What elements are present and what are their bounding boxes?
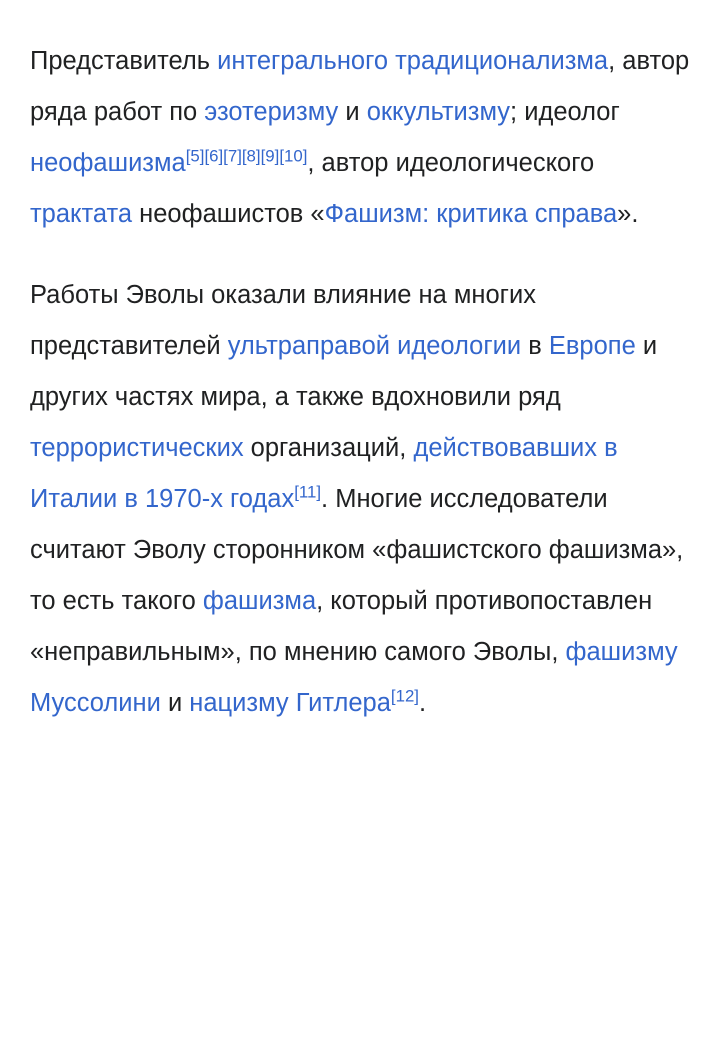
reference-marker[interactable] bbox=[279, 147, 307, 166]
body-text: ; идеолог bbox=[510, 98, 620, 126]
body-text: и bbox=[160, 689, 190, 717]
wiki-link[interactable]: нацизму Гитлера bbox=[189, 689, 391, 717]
reference-marker[interactable] bbox=[391, 687, 419, 706]
reference-marker[interactable] bbox=[186, 147, 205, 166]
reference-link[interactable]: [11] bbox=[294, 482, 322, 502]
paragraph-container bbox=[30, 36, 690, 729]
body-text: в bbox=[521, 332, 549, 360]
body-text: организаций, bbox=[243, 434, 414, 462]
paragraph-2 bbox=[30, 270, 690, 729]
wiki-link[interactable]: трактата bbox=[30, 200, 133, 228]
reference-link[interactable]: [6] bbox=[204, 146, 224, 166]
reference-link[interactable]: [7] bbox=[223, 146, 242, 166]
wiki-link[interactable]: оккультизму bbox=[366, 98, 511, 126]
wiki-link[interactable]: террористических bbox=[30, 434, 244, 462]
reference-marker[interactable] bbox=[242, 147, 261, 166]
wiki-link[interactable]: Фашизм: критика справа bbox=[324, 200, 618, 228]
body-text: , автор идеологического bbox=[307, 149, 595, 177]
body-text: . bbox=[418, 689, 427, 717]
reference-link[interactable]: [5] bbox=[185, 146, 205, 166]
paragraph-1 bbox=[30, 36, 690, 240]
wiki-link[interactable]: интегрального традиционализма bbox=[217, 47, 609, 75]
body-text: и других частях мира, а также вдохновили ряд bbox=[30, 332, 658, 411]
reference-link[interactable]: [9] bbox=[260, 146, 280, 166]
body-text: ». bbox=[617, 200, 639, 228]
wiki-link[interactable]: неофашизма bbox=[30, 149, 186, 177]
body-text: и bbox=[338, 98, 367, 126]
body-text: , который противопоставлен «неправильным», по мнению самого Эволы, bbox=[30, 587, 653, 666]
reference-marker[interactable] bbox=[204, 147, 223, 166]
reference-link[interactable]: [12] bbox=[390, 686, 419, 706]
wiki-link[interactable]: ультраправой идеологии bbox=[227, 332, 522, 360]
reference-link[interactable]: [10] bbox=[279, 146, 308, 166]
wiki-link[interactable]: фашизму Муссолини bbox=[30, 638, 678, 717]
reference-marker[interactable] bbox=[261, 147, 280, 166]
wiki-link[interactable]: эзотеризму bbox=[204, 98, 339, 126]
body-text: , автор ряда работ по bbox=[30, 47, 690, 126]
body-text: Работы Эволы оказали влияние на многих представителей bbox=[30, 281, 536, 360]
body-text: Представитель bbox=[30, 47, 218, 75]
body-text: . Многие исследователи считают Эволу сторонником «фашистского фашизма», то есть такого bbox=[30, 485, 684, 615]
reference-link[interactable]: [8] bbox=[241, 146, 261, 166]
reference-marker[interactable] bbox=[223, 147, 242, 166]
wiki-link[interactable]: действовавших в Италии в 1970-х годах bbox=[30, 434, 618, 513]
body-text: неофашистов « bbox=[132, 200, 325, 228]
wiki-link[interactable]: фашизма bbox=[202, 587, 317, 615]
reference-marker[interactable] bbox=[294, 483, 321, 502]
wiki-link[interactable]: Европе bbox=[548, 332, 636, 360]
